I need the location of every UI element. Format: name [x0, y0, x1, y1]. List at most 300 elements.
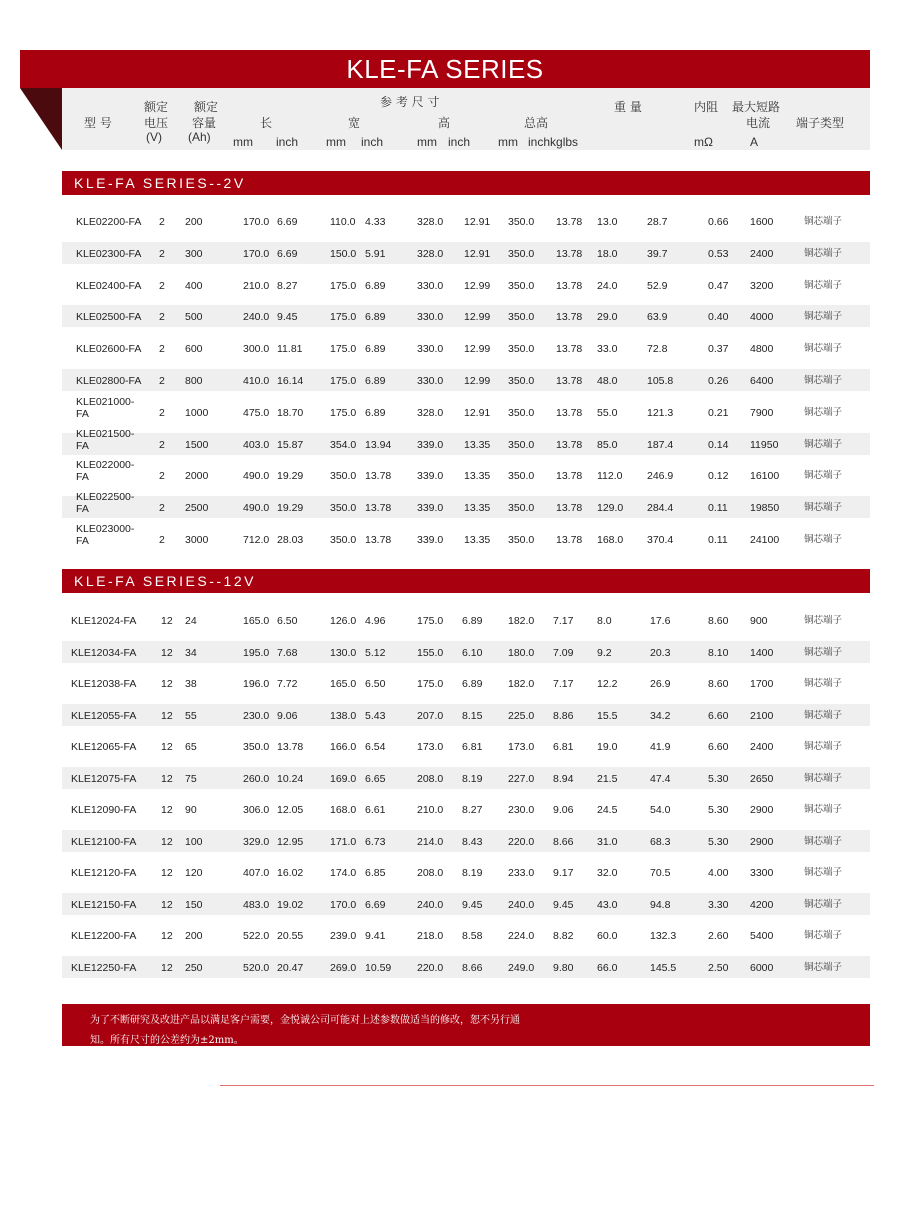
cell-width-mm: 175.0	[330, 311, 357, 324]
cell-max-current: 2650	[750, 772, 774, 785]
cell-width-inch: 13.78	[365, 502, 392, 515]
cell-height-mm: 328.0	[417, 216, 444, 228]
cell-voltage: 2	[159, 470, 165, 483]
cell-total-mm: 350.0	[508, 438, 535, 451]
cell-model: KLE02800-FA	[76, 375, 142, 387]
cell-capacity: 300	[185, 247, 203, 260]
cell-resistance: 5.30	[708, 772, 729, 785]
cell-length-inch: 12.05	[277, 804, 304, 816]
cell-terminal: 铜芯端子	[804, 867, 843, 878]
cell-terminal: 铜芯端子	[804, 646, 843, 658]
cell-model: KLE023000-​FA	[76, 523, 135, 547]
section-2v-bar	[62, 171, 870, 195]
cell-width-mm: 175.0	[330, 279, 357, 292]
cell-model: KLE12024-FA	[71, 615, 137, 627]
cell-length-mm: 170.0	[243, 247, 270, 260]
cell-terminal: 铜芯端子	[804, 534, 843, 545]
cell-width-mm: 269.0	[330, 961, 357, 974]
cell-height-mm: 240.0	[417, 898, 444, 911]
header-resistance: 内阻	[694, 100, 719, 114]
footer-note	[62, 1004, 870, 1046]
cell-height-mm: 339.0	[417, 502, 444, 515]
cell-total-mm: 249.0	[508, 961, 535, 974]
cell-max-current: 4800	[750, 343, 774, 356]
cell-total-mm: 350.0	[508, 502, 535, 515]
cell-weight-kg: 19.0	[597, 741, 618, 753]
cell-height-inch: 13.35	[464, 534, 491, 546]
cell-length-inch: 6.69	[277, 216, 298, 228]
cell-weight-kg: 43.0	[597, 898, 618, 911]
header-unit-inch-length: inch	[276, 135, 299, 149]
cell-total-inch: 13.78	[556, 279, 583, 292]
table-row	[62, 641, 870, 663]
cell-weight-kg: 18.0	[597, 247, 618, 260]
cell-model: KLE12055-FA	[71, 709, 137, 722]
cell-width-mm: 130.0	[330, 646, 357, 659]
cell-max-current: 1400	[750, 646, 774, 659]
cell-total-mm: 350.0	[508, 247, 535, 260]
cell-weight-kg: 33.0	[597, 343, 618, 356]
cell-height-mm: 328.0	[417, 406, 444, 419]
cell-length-mm: 520.0	[243, 961, 270, 974]
cell-max-current: 1600	[750, 216, 774, 228]
cell-length-mm: 230.0	[243, 709, 270, 722]
cell-total-mm: 350.0	[508, 406, 535, 419]
cell-voltage: 2	[159, 406, 165, 419]
cell-voltage: 12	[161, 930, 173, 942]
cell-height-inch: 6.89	[462, 678, 483, 690]
series-title-bar	[20, 50, 870, 88]
cell-height-inch: 8.15	[462, 709, 483, 722]
header-voltage: 电压	[144, 116, 169, 130]
cell-weight-lbs: 41.9	[650, 741, 671, 753]
cell-weight-lbs: 284.4	[647, 502, 674, 515]
cell-capacity: 200	[185, 930, 203, 942]
cell-width-inch: 6.89	[365, 375, 386, 387]
cell-capacity: 90	[185, 804, 197, 816]
header-unit-mohm: mΩ	[694, 135, 713, 149]
cell-height-mm: 155.0	[417, 646, 444, 659]
cell-length-mm: 240.0	[243, 311, 270, 324]
table-header	[62, 88, 870, 150]
cell-weight-lbs: 34.2	[650, 709, 671, 722]
cell-length-mm: 260.0	[243, 772, 270, 785]
cell-capacity: 3000	[185, 534, 209, 546]
cell-max-current: 11950	[750, 438, 779, 451]
cell-total-mm: 233.0	[508, 867, 535, 879]
cell-weight-lbs: 94.8	[650, 898, 671, 911]
cell-model: KLE12090-FA	[71, 804, 137, 816]
cell-capacity: 400	[185, 279, 203, 292]
cell-terminal: 铜芯端子	[804, 470, 843, 482]
cell-width-inch: 13.78	[365, 470, 392, 483]
cell-terminal: 铜芯端子	[804, 804, 843, 815]
cell-model: KLE12075-FA	[71, 772, 137, 785]
cell-weight-lbs: 68.3	[650, 835, 671, 848]
cell-height-inch: 8.58	[462, 930, 483, 942]
cell-length-inch: 28.03	[277, 534, 304, 546]
table-row	[62, 459, 870, 486]
cell-height-inch: 8.66	[462, 961, 483, 974]
cell-total-inch: 13.78	[556, 247, 583, 260]
header-height: 高	[438, 116, 451, 130]
cell-length-mm: 195.0	[243, 646, 270, 659]
cell-height-inch: 13.35	[464, 502, 491, 515]
cell-terminal: 铜芯端子	[804, 279, 843, 291]
cell-height-inch: 9.45	[462, 898, 483, 911]
header-model: 型 号	[84, 116, 112, 130]
cell-length-mm: 475.0	[243, 406, 270, 419]
cell-length-inch: 9.45	[277, 311, 298, 324]
cell-voltage: 12	[161, 772, 173, 785]
cell-height-inch: 6.10	[462, 646, 483, 659]
cell-resistance: 2.60	[708, 930, 729, 942]
cell-total-mm: 350.0	[508, 216, 535, 228]
cell-width-inch: 13.94	[365, 438, 392, 451]
cell-total-inch: 8.66	[553, 835, 574, 848]
cell-max-current: 19850	[750, 502, 780, 515]
cell-height-inch: 12.91	[464, 406, 491, 419]
cell-height-mm: 330.0	[417, 375, 444, 387]
cell-width-inch: 6.73	[365, 835, 386, 848]
cell-voltage: 12	[161, 867, 173, 879]
cell-width-inch: 6.89	[365, 406, 386, 419]
header-rated-2: 额定	[194, 100, 219, 114]
cell-total-mm: 350.0	[508, 470, 535, 483]
cell-width-mm: 239.0	[330, 930, 357, 942]
cell-width-mm: 350.0	[330, 502, 357, 515]
cell-terminal: 铜芯端子	[804, 835, 843, 847]
cell-terminal: 铜芯端子	[804, 343, 843, 355]
cell-width-inch: 6.65	[365, 772, 386, 785]
cell-height-mm: 220.0	[417, 961, 444, 974]
cell-max-current: 3200	[750, 279, 774, 292]
cell-width-mm: 175.0	[330, 375, 357, 387]
cell-length-inch: 8.27	[277, 279, 298, 292]
cell-resistance: 8.60	[708, 615, 729, 627]
cell-capacity: 500	[185, 311, 203, 324]
cell-weight-lbs: 54.0	[650, 804, 671, 816]
header-capacity: 容量	[192, 116, 217, 130]
table-row	[62, 337, 870, 359]
cell-total-inch: 8.86	[553, 709, 574, 722]
header-unit-mm-total: mm	[498, 135, 518, 149]
header-weight: 重 量	[614, 100, 642, 114]
cell-total-inch: 13.78	[556, 311, 583, 324]
cell-length-inch: 18.70	[277, 406, 304, 419]
cell-width-inch: 4.96	[365, 615, 386, 627]
cell-model: KLE12250-FA	[71, 961, 137, 974]
table-row	[62, 274, 870, 296]
cell-total-inch: 9.17	[553, 867, 574, 879]
cell-total-mm: 220.0	[508, 835, 535, 848]
cell-max-current: 3300	[750, 867, 774, 879]
cell-width-inch: 5.12	[365, 646, 386, 659]
cell-height-inch: 12.99	[464, 279, 491, 292]
cell-width-mm: 166.0	[330, 741, 357, 753]
cell-length-mm: 712.0	[243, 534, 270, 546]
table-row	[62, 861, 870, 883]
cell-length-inch: 20.47	[277, 961, 304, 974]
cell-total-inch: 13.78	[556, 375, 583, 387]
cell-max-current: 2100	[750, 709, 774, 722]
cell-width-mm: 138.0	[330, 709, 357, 722]
cell-height-mm: 328.0	[417, 247, 444, 260]
cell-capacity: 250	[185, 961, 203, 974]
cell-width-mm: 171.0	[330, 835, 357, 848]
cell-voltage: 2	[159, 438, 165, 451]
cell-height-inch: 12.99	[464, 375, 491, 387]
cell-voltage: 12	[161, 615, 173, 627]
cell-capacity: 150	[185, 898, 203, 911]
cell-width-mm: 169.0	[330, 772, 357, 785]
table-row	[62, 523, 870, 550]
cell-voltage: 12	[161, 835, 173, 848]
table-row	[62, 924, 870, 946]
cell-weight-lbs: 28.7	[647, 216, 668, 228]
cell-model: KLE12200-FA	[71, 930, 137, 942]
cell-total-mm: 350.0	[508, 279, 535, 292]
cell-resistance: 6.60	[708, 741, 729, 753]
cell-width-mm: 110.0	[330, 216, 356, 228]
cell-total-inch: 13.78	[556, 502, 583, 515]
cell-length-inch: 13.78	[277, 741, 304, 753]
table-row	[62, 242, 870, 264]
cell-max-current: 16100	[750, 470, 780, 483]
section-2v-title: KLE-FA SERIES--2V	[74, 175, 246, 191]
cell-width-inch: 9.41	[365, 930, 386, 942]
cell-max-current: 6000	[750, 961, 774, 974]
cell-height-mm: 214.0	[417, 835, 444, 848]
cell-width-mm: 174.0	[330, 867, 357, 879]
title-corner-decoration	[20, 88, 62, 150]
cell-capacity: 100	[185, 835, 203, 848]
cell-terminal: 铜芯端子	[804, 961, 843, 973]
cell-height-mm: 208.0	[417, 772, 444, 785]
cell-resistance: 3.30	[708, 898, 729, 911]
cell-terminal: 铜芯端子	[804, 772, 843, 784]
cell-voltage: 2	[159, 311, 165, 324]
cell-weight-lbs: 132.3	[650, 930, 677, 942]
cell-width-inch: 6.54	[365, 741, 386, 753]
cell-total-inch: 13.78	[556, 406, 583, 419]
cell-length-mm: 350.0	[243, 741, 270, 753]
cell-length-mm: 300.0	[243, 343, 270, 356]
cell-height-inch: 6.89	[462, 615, 483, 627]
cell-height-mm: 330.0	[417, 343, 444, 356]
cell-resistance: 2.50	[708, 961, 729, 974]
cell-width-inch: 10.59	[365, 961, 392, 974]
cell-length-mm: 407.0	[243, 867, 270, 879]
cell-terminal: 铜芯端子	[804, 615, 843, 626]
cell-resistance: 0.21	[708, 406, 729, 419]
section-12v-bar	[62, 569, 870, 593]
cell-model: KLE12034-FA	[71, 646, 137, 659]
cell-total-inch: 7.17	[553, 678, 574, 690]
header-unit-inchkglbs: inchkglbs	[528, 135, 579, 149]
cell-total-inch: 9.80	[553, 961, 574, 974]
cell-model: KLE12150-FA	[71, 898, 137, 911]
table-row	[62, 609, 870, 631]
cell-terminal: 铜芯端子	[804, 741, 843, 752]
cell-capacity: 1000	[185, 406, 209, 419]
cell-capacity: 34	[185, 646, 197, 659]
table-row	[62, 830, 870, 852]
cell-resistance: 0.37	[708, 343, 729, 356]
cell-length-inch: 10.24	[277, 772, 304, 785]
cell-weight-kg: 8.0	[597, 615, 612, 627]
cell-model: KLE021000-​FA	[76, 395, 135, 420]
cell-total-inch: 8.82	[553, 930, 574, 942]
cell-length-mm: 210.0	[243, 279, 270, 292]
cell-voltage: 12	[161, 741, 173, 753]
cell-voltage: 12	[161, 898, 173, 911]
cell-max-current: 1700	[750, 678, 774, 690]
cell-resistance: 0.11	[708, 502, 728, 515]
cell-terminal: 铜芯端子	[804, 311, 843, 323]
bottom-divider	[220, 1085, 874, 1086]
cell-height-inch: 13.35	[464, 470, 491, 483]
cell-height-inch: 12.99	[464, 343, 491, 356]
cell-max-current: 2400	[750, 741, 774, 753]
cell-terminal: 铜芯端子	[804, 502, 843, 514]
cell-length-mm: 165.0	[243, 615, 270, 627]
cell-max-current: 4200	[750, 898, 774, 911]
cell-width-inch: 5.91	[365, 247, 386, 260]
cell-weight-lbs: 47.4	[650, 772, 671, 785]
cell-model: KLE02300-FA	[76, 247, 142, 260]
cell-resistance: 8.10	[708, 646, 729, 659]
table-row	[62, 672, 870, 694]
header-length: 长	[260, 116, 273, 130]
cell-height-inch: 8.19	[462, 772, 483, 785]
header-unit-amp: A	[750, 135, 759, 149]
cell-length-inch: 7.68	[277, 646, 298, 659]
cell-height-inch: 8.19	[462, 867, 483, 879]
series-title: KLE-FA SERIES	[346, 54, 544, 84]
header-max-current-2: 电流	[746, 116, 771, 130]
cell-voltage: 2	[159, 343, 165, 356]
section-12v-title: KLE-FA SERIES--12V	[74, 573, 256, 589]
table-row	[62, 427, 870, 455]
cell-voltage: 2	[159, 279, 165, 292]
cell-terminal: 铜芯端子	[804, 406, 843, 418]
cell-length-inch: 19.02	[277, 898, 304, 911]
cell-width-inch: 6.89	[365, 279, 386, 292]
cell-length-inch: 7.72	[277, 678, 298, 690]
cell-width-mm: 354.0	[330, 438, 357, 451]
cell-total-inch: 8.94	[553, 772, 574, 785]
cell-model: KLE02600-FA	[76, 343, 142, 356]
cell-total-mm: 350.0	[508, 343, 535, 356]
cell-model: KLE022000-​FA	[76, 459, 135, 484]
cell-voltage: 12	[161, 804, 173, 816]
cell-weight-kg: 48.0	[597, 375, 618, 387]
cell-terminal: 铜芯端子	[804, 438, 843, 450]
cell-model: KLE12100-FA	[71, 835, 137, 848]
cell-weight-kg: 13.0	[597, 216, 618, 228]
cell-capacity: 1500	[185, 438, 209, 451]
cell-max-current: 6400	[750, 375, 774, 387]
cell-total-inch: 13.78	[556, 470, 583, 483]
cell-resistance: 0.66	[708, 216, 729, 228]
cell-total-mm: 350.0	[508, 311, 535, 324]
cell-weight-kg: 129.0	[597, 502, 624, 515]
cell-width-inch: 6.69	[365, 898, 386, 911]
cell-total-mm: 224.0	[508, 930, 535, 942]
cell-width-mm: 175.0	[330, 406, 357, 419]
cell-total-inch: 9.45	[553, 898, 574, 911]
cell-weight-kg: 21.5	[597, 772, 618, 785]
cell-weight-kg: 112.0	[597, 470, 623, 483]
footer-line-2: 知。所有尺寸的公差约为±2mm。	[90, 1035, 244, 1046]
cell-width-inch: 5.43	[365, 709, 386, 722]
cell-resistance: 0.12	[708, 470, 729, 483]
header-max-current-1: 最大短路	[732, 100, 781, 114]
cell-total-mm: 225.0	[508, 709, 535, 722]
cell-terminal: 铜芯端子	[804, 375, 843, 386]
cell-total-mm: 180.0	[508, 646, 535, 659]
cell-voltage: 12	[161, 678, 173, 690]
cell-voltage: 2	[159, 534, 165, 546]
cell-total-inch: 13.78	[556, 216, 583, 228]
cell-weight-kg: 55.0	[597, 406, 618, 419]
cell-weight-kg: 168.0	[597, 534, 624, 546]
cell-model: KLE021500-​FA	[76, 427, 135, 452]
cell-terminal: 铜芯端子	[804, 898, 843, 910]
cell-capacity: 800	[185, 375, 203, 387]
table-row	[62, 704, 870, 726]
cell-model: KLE02400-FA	[76, 279, 142, 292]
cell-total-mm: 227.0	[508, 772, 535, 785]
cell-model: KLE02200-FA	[76, 216, 142, 228]
cell-height-mm: 208.0	[417, 867, 444, 879]
table-row	[62, 491, 870, 518]
cell-max-current: 24100	[750, 534, 780, 546]
table-row	[62, 395, 870, 423]
cell-terminal: 铜芯端子	[804, 678, 843, 689]
cell-height-mm: 207.0	[417, 709, 444, 722]
cell-length-mm: 490.0	[243, 502, 270, 515]
cell-resistance: 0.40	[708, 311, 729, 324]
cell-length-inch: 11.81	[277, 343, 303, 356]
footer-line-1: 为了不断研究及改进产品以满足客户需要，金悦诚公司可能对上述参数做适当的修改，恕不另行通	[90, 1015, 520, 1026]
cell-length-inch: 6.69	[277, 247, 298, 260]
cell-capacity: 200	[185, 216, 203, 228]
cell-height-mm: 339.0	[417, 438, 444, 451]
header-unit-inch-width: inch	[361, 135, 384, 149]
cell-weight-kg: 85.0	[597, 438, 618, 451]
cell-terminal: 铜芯端子	[804, 930, 843, 941]
header-terminal: 端子类型	[796, 116, 845, 130]
cell-weight-kg: 66.0	[597, 961, 618, 974]
cell-width-mm: 175.0	[330, 343, 357, 356]
cell-weight-lbs: 17.6	[650, 615, 671, 627]
cell-width-mm: 350.0	[330, 534, 357, 546]
cell-length-mm: 196.0	[243, 678, 270, 690]
cell-capacity: 38	[185, 678, 197, 690]
cell-length-inch: 16.02	[277, 867, 304, 879]
cell-width-inch: 6.61	[365, 804, 386, 816]
cell-terminal: 铜芯端子	[804, 247, 843, 259]
table-row	[62, 798, 870, 820]
table-row	[62, 210, 870, 232]
cell-total-inch: 7.09	[553, 646, 574, 659]
cell-resistance: 5.30	[708, 804, 729, 816]
cell-resistance: 0.14	[708, 438, 729, 451]
cell-width-inch: 13.78	[365, 534, 392, 546]
cell-capacity: 65	[185, 741, 197, 753]
